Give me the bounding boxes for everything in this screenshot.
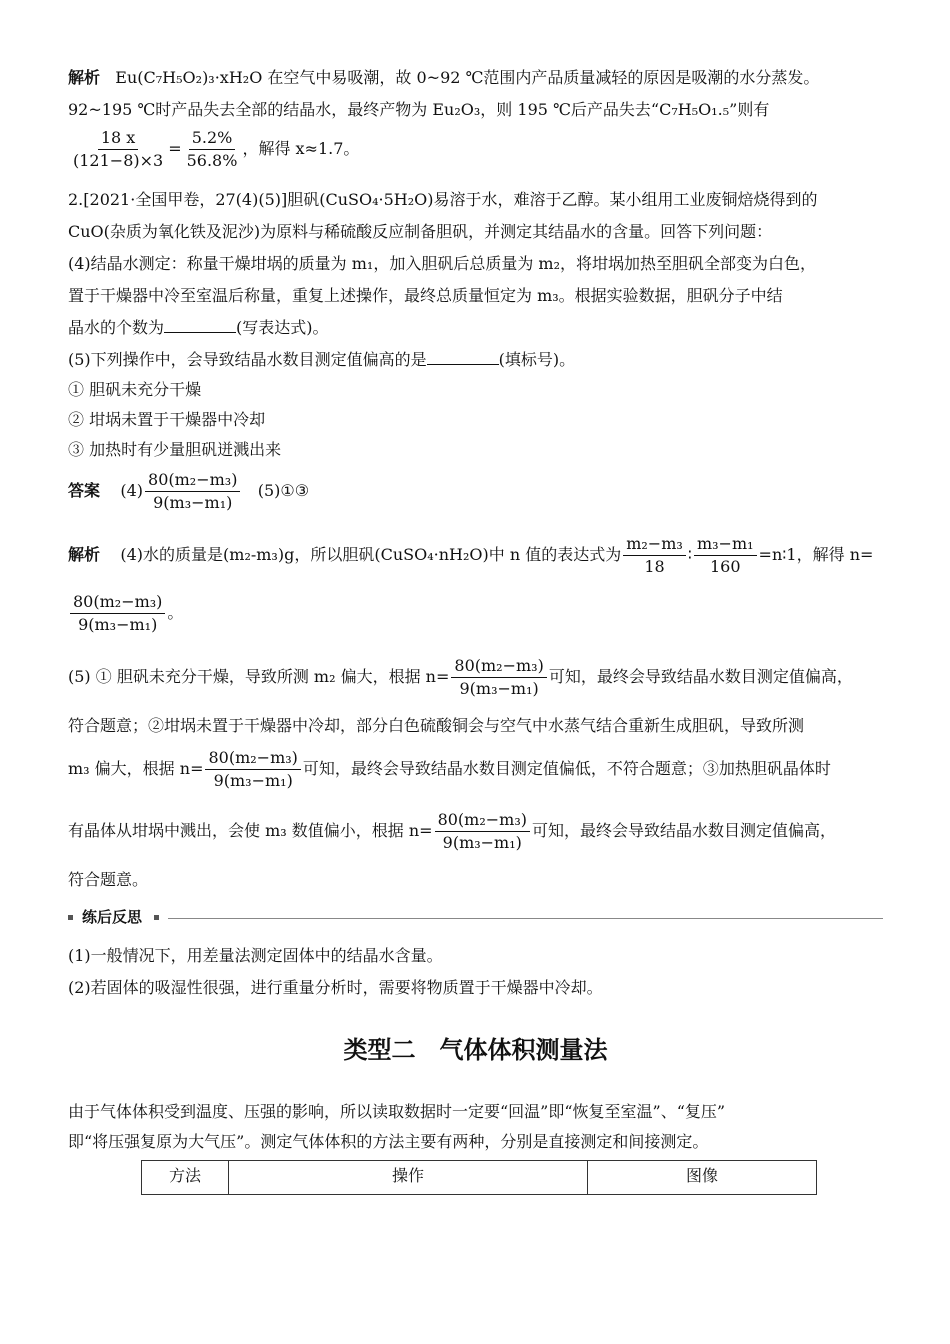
analysis-line-2: 92~195 ℃时产品失去全部的结晶水，最终产物为 Eu₂O₃，则 195 ℃后产品失去“C₇H₅O₁.₅”则有 — [68, 100, 770, 119]
analysis-label: 解析 — [68, 545, 101, 564]
analysis-line-1 — [68, 66, 819, 90]
section-title: 类型二 气体体积测量法 — [343, 1036, 608, 1064]
option-3: ③ 加热时有少量胆矾迸溅出来 — [68, 440, 282, 459]
option-1: ① 胆矾未充分干燥 — [68, 380, 202, 399]
option-2: ② 坩埚未置于干燥器中冷却 — [68, 410, 266, 429]
table-header-operation: 操作 — [229, 1161, 588, 1195]
table-header-image: 图像 — [588, 1161, 817, 1195]
fraction: $\frac{\text{80(m₂−m₃)}}{\text{9(m₃−m₁)}}$ — [70, 592, 165, 635]
analysis2-line-6: 有晶体从坩埚中溅出，会使 m₃ 数值偏小，根据 n= $\frac{\text{80(m₂−m₃)}}{\text{9(m₃−m₁)}}$ 可知，最终会导致结晶水数目测定值偏高， — [68, 810, 836, 852]
fraction: $\frac{\text{80(m₂−m₃)}}{\text{9(m₃−m₁)}}$ — [435, 810, 530, 853]
method-table — [141, 1160, 817, 1195]
fraction: $\frac{\text{80(m₂−m₃)}}{\text{9(m₃−m₁)}}$ — [145, 470, 240, 513]
fraction: $\frac{\text{80(m₂−m₃)}}{\text{9(m₃−m₁)}}$ — [205, 748, 300, 791]
square-bullet-icon — [154, 915, 159, 920]
analysis2-line-7: 符合题意。 — [68, 870, 149, 889]
table-header-row — [142, 1161, 817, 1195]
question-line-5: 晶水的个数为 (写表达式)。 — [68, 318, 329, 337]
question-line-2: CuO(杂质为氧化铁及泥沙)为原料与稀硫酸反应制备胆矾，并测定其结晶水的含量。回答下列问题： — [68, 222, 773, 241]
analysis-label: 解析 — [68, 68, 101, 87]
square-bullet-icon — [68, 915, 73, 920]
analysis2-line-5: m₃ 偏大，根据 n= $\frac{\text{80(m₂−m₃)}}{\text{9(m₃−m₁)}}$ 可知，最终会导致结晶水数目测定值偏低，不符合题意；③加热胆矾晶体时 — [68, 748, 831, 790]
question-line-3: (4)结晶水测定：称量干燥坩埚的质量为 m₁，加入胆矾后总质量为 m₂，将坩埚加热至胆矾全部变为白色， — [68, 254, 817, 273]
analysis2-line-4: 符合题意；②坩埚未置于干燥器中冷却，部分白色硫酸铜会与空气中水蒸气结合重新生成胆矾，导致所测 — [68, 716, 805, 735]
analysis-equation: $\frac{18 x}{(121-8)\times 3}$ = $\frac{5.2\%}{56.8\%}$ ，解得 x≈1.7。 — [68, 128, 359, 171]
answer-label: 答案 — [68, 481, 101, 500]
table-header-method: 方法 — [142, 1161, 229, 1195]
divider — [168, 918, 883, 919]
section-paragraph-1: 由于气体体积受到温度、压强的影响，所以读取数据时一定要“回温”即“恢复至室温”、“复压” — [68, 1102, 726, 1121]
fraction: $\frac{\text{m₂−m₃}}{18}$ — [623, 534, 686, 577]
fraction: $\frac{18 x}{(121-8)\times 3}$ — [73, 128, 164, 170]
section-paragraph-2: 即“将压强复原为大气压”。测定气体体积的方法主要有两种，分别是直接测定和间接测定。 — [68, 1132, 709, 1151]
question-line-4: 置于干燥器中冷至室温后称量，重复上述操作，最终总质量恒定为 m₃。根据实验数据，胆矾分子中结 — [68, 286, 783, 305]
reflection-heading: 练后反思 — [68, 908, 883, 928]
question-line-1: 2.[2021·全国甲卷，27(4)(5)]胆矾(CuSO₄·5H₂O)易溶于水，难溶于乙醇。某小组用工业废铜焙烧得到的 — [68, 190, 818, 209]
analysis2-line-2: $\frac{\text{80(m₂−m₃)}}{\text{9(m₃−m₁)}}$ 。 — [68, 592, 183, 635]
reflection-item-2: (2)若固体的吸湿性很强，进行重量分析时，需要将物质置于干燥器中冷却。 — [68, 978, 603, 997]
answer-blank — [427, 348, 499, 365]
fraction: $\frac{5.2\%}{56.8\%}$ — [186, 128, 238, 170]
question-line-6: (5)下列操作中，会导致结晶水数目测定值偏高的是 (填标号)。 — [68, 350, 576, 369]
analysis2-line-3: (5) ① 胆矾未充分干燥，导致所测 m₂ 偏大，根据 n= $\frac{\text{80(m₂−m₃)}}{\text{9(m₃−m₁)}}$ 可知，最终会导致结晶水数目测定值偏高， — [68, 656, 853, 698]
answer-blank — [164, 316, 236, 333]
reflection-item-1: (1)一般情况下，用差量法测定固体中的结晶水含量。 — [68, 946, 443, 965]
analysis-text: Eu(C₇H₅O₂)₃·xH₂O 在空气中易吸潮，故 0~92 ℃范围内产品质量减轻的原因是吸潮的水分蒸发。 — [115, 68, 820, 87]
fraction: $\frac{\text{m₃−m₁}}{160}$ — [694, 534, 757, 577]
fraction: $\frac{\text{80(m₂−m₃)}}{\text{9(m₃−m₁)}}$ — [451, 656, 546, 699]
analysis2-line-1: 解析 (4)水的质量是(m₂-m₃)g，所以胆矾(CuSO₄·nH₂O)中 n 值的表达式为 $\frac{\text{m₂−m₃}}{18}$ ∶ $\frac{\text{m₃−m₁}}{160}$ =n∶1，解得 n= — [68, 534, 874, 576]
answer-line: 答案 (4) $\frac{\text{80(m₂−m₃)}}{\text{9(m₃−m₁)}}$ (5)①③ — [68, 470, 310, 512]
